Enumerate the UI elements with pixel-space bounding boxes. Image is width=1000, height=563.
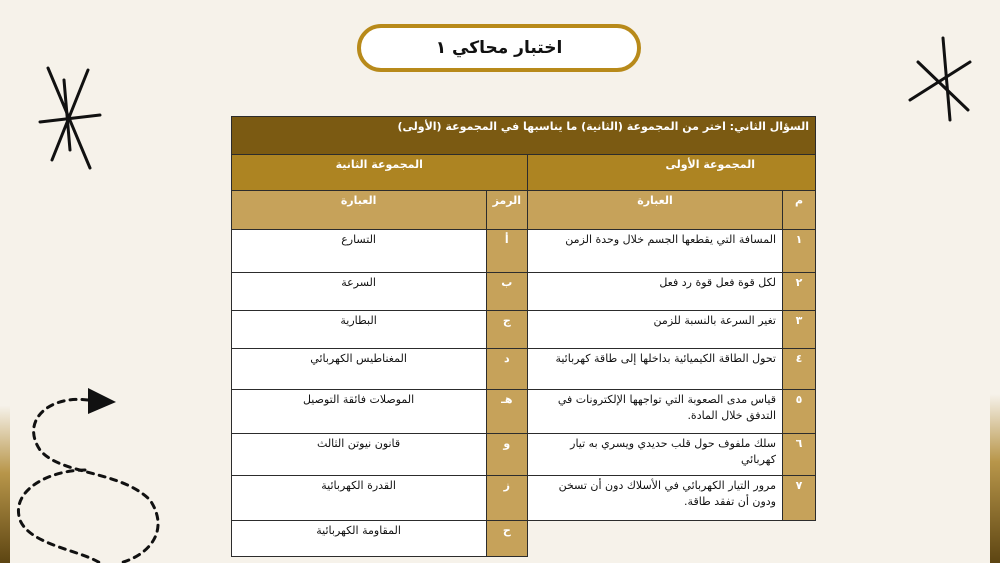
row-symbol: ح xyxy=(486,521,527,557)
table-row xyxy=(231,273,815,311)
group2-header: المجموعة الثانية xyxy=(231,155,527,191)
group2-statement: البطارية xyxy=(231,311,486,349)
col-statement2-header: العبارة xyxy=(231,191,486,230)
row-symbol: هـ xyxy=(486,390,527,434)
table-row xyxy=(231,230,815,273)
row-number: ٣ xyxy=(783,311,816,349)
col-m-header: م xyxy=(783,191,816,230)
group2-statement: التسارع xyxy=(231,230,486,273)
table-row xyxy=(231,476,815,521)
row-number: ٦ xyxy=(783,434,816,476)
row-number: ٥ xyxy=(783,390,816,434)
question-header: السؤال الثاني: اختر من المجموعة (الثانية) ما يناسبها في المجموعة (الأولى) xyxy=(231,117,815,155)
row-number: ٤ xyxy=(783,349,816,390)
arrow-head-icon xyxy=(88,388,116,414)
row-number: ١ xyxy=(783,230,816,273)
table-row xyxy=(231,390,815,434)
dashed-arrow-icon xyxy=(18,399,158,563)
group1-statement: مرور التيار الكهربائي في الأسلاك دون أن تسخن ودون أن تفقد طاقة. xyxy=(528,476,783,521)
row-symbol: ج xyxy=(486,311,527,349)
row-symbol: ز xyxy=(486,476,527,521)
table-row xyxy=(231,311,815,349)
group2-statement: القدرة الكهربائية xyxy=(231,476,486,521)
row-symbol: و xyxy=(486,434,527,476)
star-doodle-left-icon xyxy=(40,68,100,168)
group1-header: المجموعة الأولى xyxy=(528,155,816,191)
table-row xyxy=(231,434,815,476)
page-title: اختبار محاكي ١ xyxy=(357,24,641,72)
col-statement1-header: العبارة xyxy=(528,191,783,230)
group2-statement: قانون نيوتن الثالث xyxy=(231,434,486,476)
group1-statement: لكل قوة فعل قوة رد فعل xyxy=(528,273,783,311)
row-symbol: أ xyxy=(486,230,527,273)
group1-statement: تحول الطاقة الكيميائية بداخلها إلى طاقة كهربائية xyxy=(528,349,783,390)
row-symbol: د xyxy=(486,349,527,390)
row-symbol: ب xyxy=(486,273,527,311)
group1-statement: المسافة التي يقطعها الجسم خلال وحدة الزمن xyxy=(528,230,783,273)
row-number: ٢ xyxy=(783,273,816,311)
matching-table xyxy=(216,116,816,557)
group2-statement: المقاومة الكهربائية xyxy=(231,521,486,557)
row-number: ٧ xyxy=(783,476,816,521)
group1-statement: قياس مدى الصعوبة التي تواجهها الإلكترونات في التدفق خلال المادة. xyxy=(528,390,783,434)
col-symbol-header: الرمز xyxy=(486,191,527,230)
table-row xyxy=(231,349,815,390)
star-doodle-right-icon xyxy=(910,38,970,120)
group1-statement: سلك ملفوف حول قلب حديدي ويسري به تيار كهربائي xyxy=(528,434,783,476)
group2-statement: الموصلات فائقة التوصيل xyxy=(231,390,486,434)
table-row xyxy=(231,521,815,557)
group2-statement: المغناطيس الكهربائي xyxy=(231,349,486,390)
group2-statement: السرعة xyxy=(231,273,486,311)
group1-statement: تغير السرعة بالنسبة للزمن xyxy=(528,311,783,349)
